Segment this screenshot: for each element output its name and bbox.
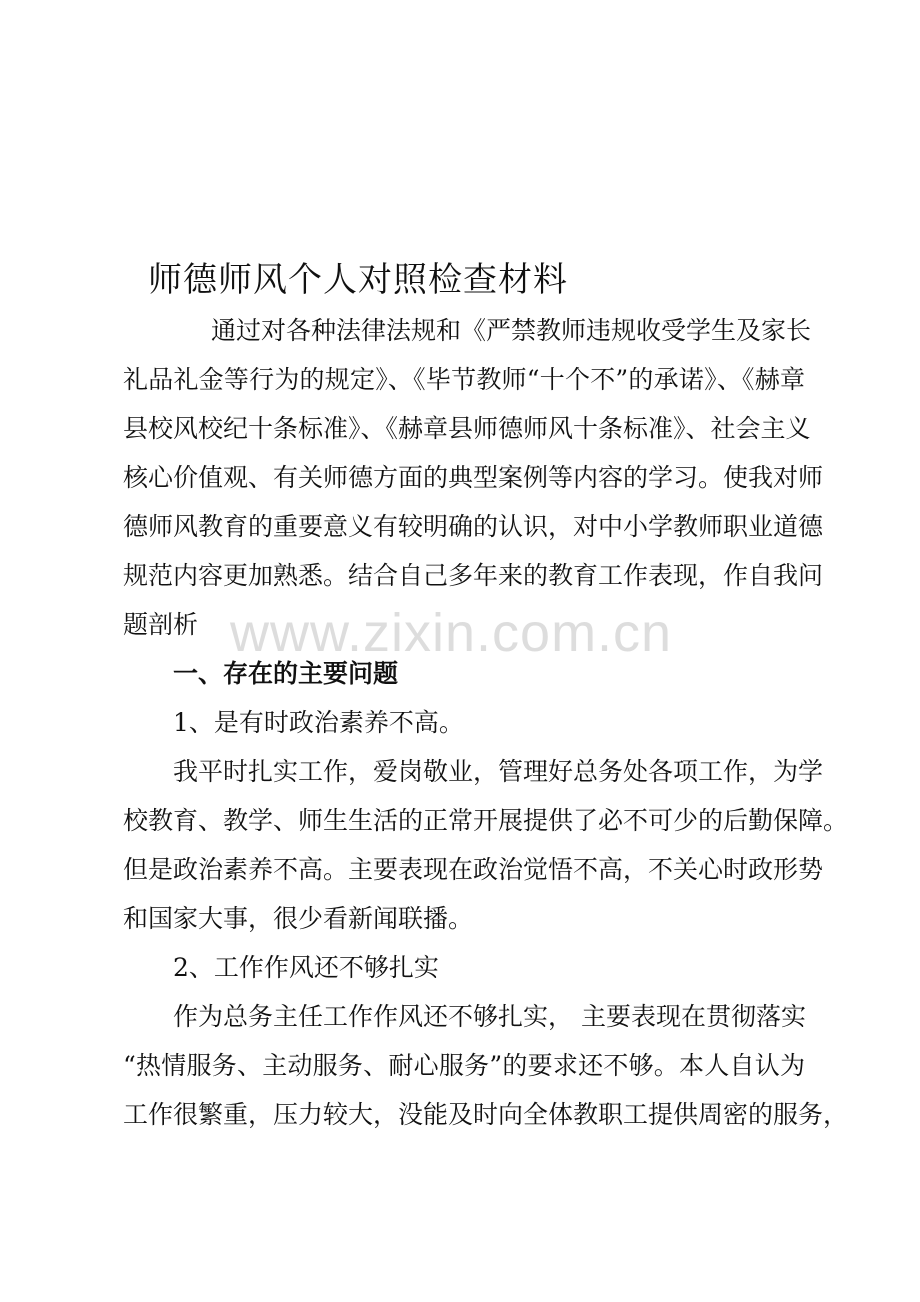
section-heading: 一、存在的主要问题 xyxy=(173,659,399,688)
intro-line: 德师风教育的重要意义有较明确的认识，对中小学教师职业道德 xyxy=(123,512,824,541)
item1-line: 我平时扎实工作，爱岗敬业，管理好总务处各项工作，为学 xyxy=(173,757,824,786)
watermark: www.zixin.com.cn xyxy=(230,603,673,663)
item1-line: 但是政治素养不高。主要表现在政治觉悟不高，不关心时政形势 xyxy=(123,855,824,884)
item1-title: 1、是有时政治素养不高。 xyxy=(173,708,464,737)
intro-line: 通过对各种法律法规和《严禁教师违规收受学生及家长 xyxy=(211,316,812,345)
item1-line: 和国家大事，很少看新闻联播。 xyxy=(123,904,474,933)
item2-line: “热情服务、主动服务、耐心服务”的要求还不够。本人自认为 xyxy=(123,1051,805,1080)
item1-line: 校教育、教学、师生生活的正常开展提供了必不可少的后勤保障。 xyxy=(123,806,849,835)
intro-line: 题剖析 xyxy=(123,610,199,639)
intro-line: 礼品礼金等行为的规定》、《毕节教师“十个不”的承诺》、《赫章 xyxy=(123,365,805,394)
document-body xyxy=(123,306,849,1139)
intro-line: 县校风校纪十条标准》、《赫章县师德师风十条标准》、社会主义 xyxy=(123,414,811,443)
item2-line: 工作很繁重，压力较大，没能及时向全体教职工提供周密的服务， xyxy=(123,1100,849,1129)
document-title: 师德师风个人对照检查材料 xyxy=(148,260,568,300)
intro-line: 核心价值观、有关师德方面的典型案例等内容的学习。使我对师 xyxy=(123,463,824,492)
item2-line: 作为总务主任工作作风还不够扎实， 主要表现在贯彻落实 xyxy=(173,1002,806,1031)
item2-title: 2、工作作风还不够扎实 xyxy=(173,953,439,982)
intro-line: 规范内容更加熟悉。结合自己多年来的教育工作表现，作自我问 xyxy=(123,561,824,590)
